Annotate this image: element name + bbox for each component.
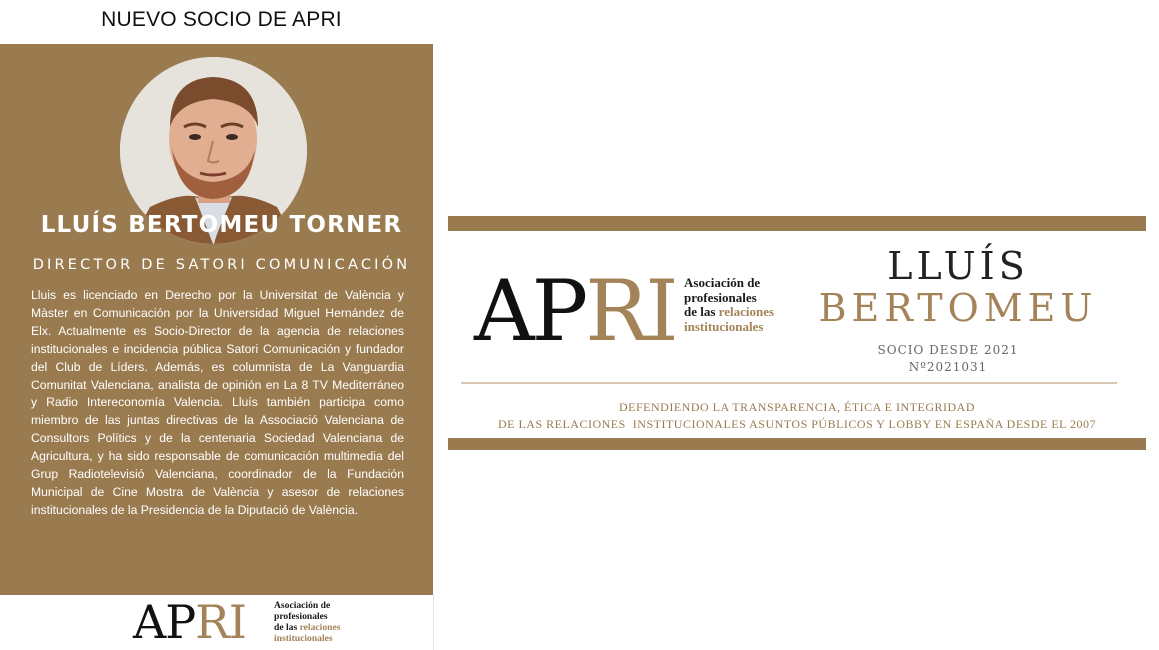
apri-logo-large: [474, 262, 804, 360]
apri-logo-letters: APRI: [133, 595, 246, 649]
banner-top-bar: [448, 216, 1146, 231]
banner-first-name: LLUÍS: [887, 244, 1029, 288]
banner-bottom-bar: [448, 438, 1146, 450]
membership-banner: [448, 216, 1146, 450]
divider: [433, 595, 434, 650]
apri-logo-small: [133, 595, 393, 649]
member-role: DIRECTOR DE SATORI COMUNICACIÓN: [32, 257, 411, 273]
member-number: Nº2021031: [908, 360, 988, 374]
card-heading: NUEVO SOCIO DE APRI: [101, 8, 342, 31]
apri-logo-tagline: Asociación de profesionales de las relaciones institucionales: [274, 600, 341, 644]
banner-divider: [461, 382, 1117, 384]
member-since: SOCIO DESDE 2021: [877, 343, 1019, 357]
apri-logo-tagline: Asociación de profesionales de las relaciones institucionales: [684, 275, 775, 334]
member-name: LLUÍS BERTOMEU TORNER: [40, 212, 403, 238]
motto-line-2: DE LAS RELACIONES INSTITUCIONALES ASUNTOS PÚBLICOS Y LOBBY EN ESPAÑA DESDE EL 2007: [497, 417, 1097, 431]
member-bio: Lluis es licenciado en Derecho por la Universitat de València y Màster en Comunicación por la Universidad Miguel Hernández de Elx. Actualmente es Socio-Director de la agencia de relaciones institucionales e incidencia pública Satori Comunicación y fundador del Club de Líders. Además, es columnista de La Vanguardia Comunitat Valenciana, analista de opinión en La 8 TV Mediterráneo y Radio Intereconomía Valencia. Lluís también participa como miembro de las juntas directivas de la Associació Valenciana de Consultors Polítics y de la centenaria Sociedad Valenciana de Agricultura, y ha sido responsable de comunicación multimedia del Grup Radiotelevisió Valenciana, coordinador de la Fundación Municipal de Cine Mostra de València y asesor de relaciones institucionales de la Presidencia de la Diputació de València.: [31, 288, 404, 517]
banner-last-name: BERTOMEU: [818, 286, 1098, 330]
apri-logo-letters: APRI: [474, 262, 676, 360]
motto-line-1: DEFENDIENDO LA TRANSPARENCIA, ÉTICA E INTEGRIDAD: [619, 400, 975, 414]
